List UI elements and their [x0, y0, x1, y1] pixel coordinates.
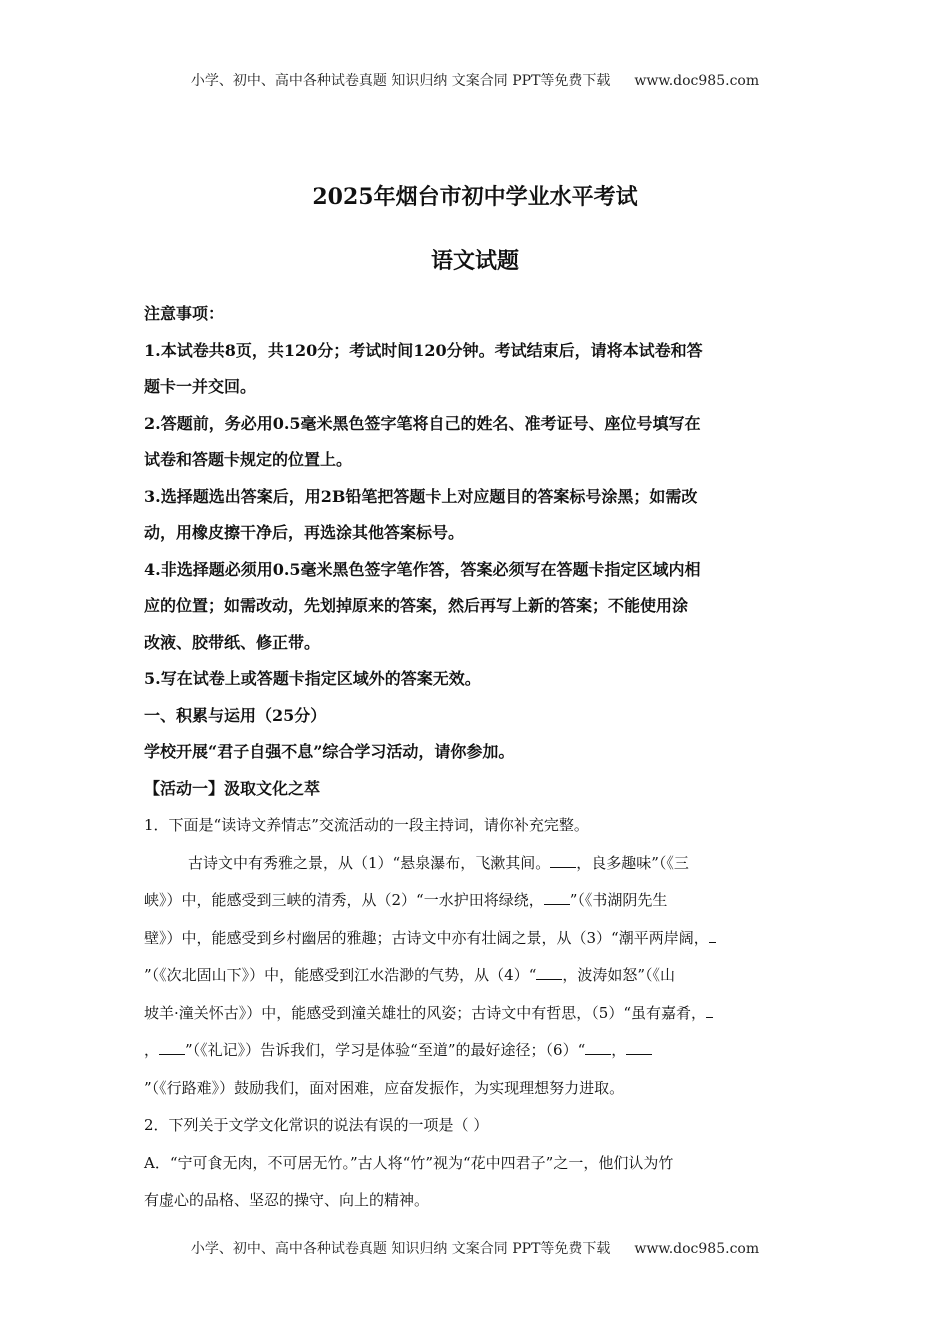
banner-url: www.doc985.com: [634, 1241, 760, 1257]
notice-line: 2.答题前，务必用0.5毫米黑色签字笔将自己的姓名、准考证号、座位号填写在: [144, 413, 701, 433]
notice-line: 动，用橡皮擦干净后，再选涂其他答案标号。: [144, 523, 465, 542]
exam-subtitle: 语文试题: [430, 248, 519, 274]
question-1-prompt: 1．下面是“读诗文养情志”交流活动的一段主持词，请你补充完整。: [144, 816, 589, 834]
passage-line: ， ”（《礼记》）告诉我们，学习是体验“至道”的最好途径；（6）“ ，: [144, 1032, 806, 1070]
answer-blank[interactable]: [536, 965, 562, 980]
passage-line: ”（《行路难》）鼓励我们，面对困难，应奋发振作，为实现理想努力进取。: [144, 1078, 625, 1097]
notice-line: 题卡一并交回。: [144, 377, 257, 396]
section-intro: 学校开展“君子自强不息”综合学习活动，请你参加。: [144, 742, 515, 761]
banner-text: 小学、初中、高中各种试卷真题 知识归纳 文案合同 PPT等免费下载: [190, 73, 611, 89]
header-banner: [0, 70, 950, 90]
question-2: [144, 1107, 806, 1220]
notice-line: 应的位置；如需改动，先划掉原来的答案，然后再写上新的答案；不能使用涂: [144, 596, 689, 615]
notice-line: 4.非选择题必须用0.5毫米黑色签字笔作答，答案必须写在答题卡指定区域内相: [144, 559, 701, 579]
notice-line: 3.选择题选出答案后，用2B铅笔把答题卡上对应题目的答案标号涂黑；如需改: [144, 486, 698, 506]
notice-line: 试卷和答题卡规定的位置上。: [144, 450, 353, 469]
passage-line: 壁》）中，能感受到乡村幽居的雅趣；古诗文中亦有壮阔之景，从（3）“潮平两岸阔，: [144, 920, 806, 958]
notice-line: 5.写在试卷上或答题卡指定区域外的答案无效。: [144, 669, 481, 688]
option-a-cont: 有虚心的品格、坚忍的操守、向上的精神。: [144, 1191, 430, 1209]
passage-line: ”（《次北固山下》）中，能感受到江水浩渺的气势，从（4）“ ，波涛如怒”（《山: [144, 966, 676, 984]
activity-heading: 【活动一】汲取文化之萃: [144, 778, 321, 798]
footer-banner: [0, 1238, 950, 1258]
exam-content: [144, 296, 806, 1220]
question-2-prompt: 2．下列关于文学文化常识的说法有误的一项是（ ）: [144, 1116, 489, 1134]
passage-line: 古诗文中有秀雅之景，从（1）“悬泉瀑布，飞漱其间。 ，良多趣味”（《三: [188, 853, 689, 872]
notice-line: 1.本试卷共8页，共120分；考试时间120分钟。考试结束后，请将本试卷和答: [144, 340, 703, 360]
banner-url: www.doc985.com: [634, 73, 760, 89]
passage-line: 坡羊·潼关怀古》）中，能感受到潼关雄壮的风姿；古诗文中有哲思，（5）“虽有嘉肴，: [144, 995, 806, 1033]
banner-text: 小学、初中、高中各种试卷真题 知识归纳 文案合同 PPT等免费下载: [190, 1241, 611, 1257]
answer-blank[interactable]: [550, 853, 576, 868]
option-a: A．“宁可食无肉，不可居无竹。”古人将“竹”视为“花中四君子”之一，他们认为竹: [144, 1153, 674, 1172]
answer-blank[interactable]: [585, 1040, 611, 1055]
answer-blank[interactable]: [159, 1040, 185, 1055]
section-heading: 一、积累与运用（25分）: [144, 705, 327, 725]
notice-line: 改液、胶带纸、修正带。: [144, 632, 321, 652]
notice-heading: 注意事项：: [144, 304, 225, 323]
passage-line: 峡》）中，能感受到三峡的清秀，从（2）“一水护田将绿绕， ”（《书湖阴先生: [144, 891, 668, 909]
answer-blank[interactable]: [626, 1040, 652, 1055]
exam-title: 2025年烟台市初中学业水平考试: [312, 184, 638, 210]
answer-blank[interactable]: [706, 1003, 713, 1018]
answer-blank[interactable]: [709, 928, 716, 943]
answer-blank[interactable]: [544, 890, 570, 905]
question-1: [144, 807, 806, 1107]
